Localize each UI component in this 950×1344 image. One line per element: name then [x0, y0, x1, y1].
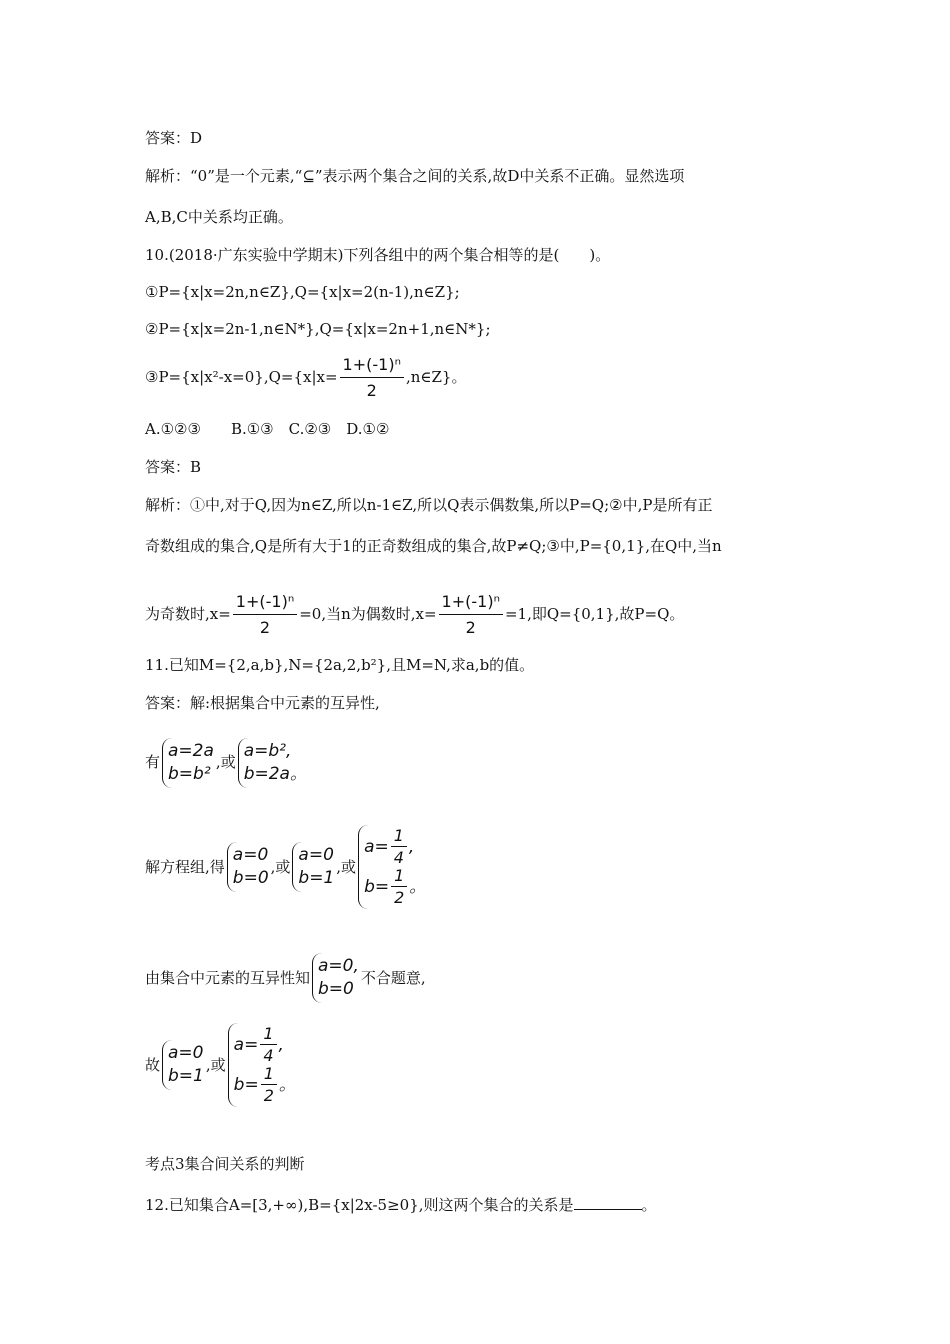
comma: , [353, 956, 359, 976]
fraction-denominator: 4 [393, 848, 404, 867]
explanation-9-line2: A,B,C中关系均正确。 [145, 208, 293, 226]
equation-system [312, 953, 359, 1003]
answer-blank[interactable] [574, 1193, 642, 1210]
equation-system [358, 825, 426, 909]
solution-final [145, 1023, 298, 1107]
equation-row: b=1 [298, 868, 335, 888]
equation-row: a=0 [168, 1043, 204, 1063]
fraction [261, 1065, 277, 1105]
exp10-text-c: =1,即Q={0,1},故P=Q。 [504, 605, 685, 623]
word-or: ,或 [215, 753, 236, 771]
fraction-numerator: 1 [391, 867, 407, 887]
fraction-numerator: 1 [260, 1025, 276, 1045]
comma: , [408, 837, 415, 857]
equation-row: a=0 [232, 845, 269, 865]
topic-3-heading: 考点3集合间关系的判断 [145, 1155, 305, 1173]
solution-system-2 [145, 825, 428, 909]
word-or: ,或 [270, 858, 291, 876]
equation-system [162, 1040, 204, 1090]
period: 。 [289, 764, 307, 784]
fraction-denominator: 2 [394, 888, 405, 907]
equation-system [228, 1023, 296, 1107]
equation-row: b=b² [168, 764, 211, 784]
fraction [439, 591, 503, 639]
equation-text: b= [364, 877, 390, 897]
equation-row: b=0 [318, 979, 354, 999]
word-or: ,或 [205, 1056, 226, 1074]
equation-row [318, 955, 359, 978]
period: 。 [278, 1075, 296, 1095]
equation-system [162, 738, 214, 788]
equation-text: a= [233, 1035, 259, 1055]
equation-row: b=0 [232, 868, 269, 888]
equation-system [238, 738, 307, 788]
equation-row: b=1 [168, 1066, 204, 1086]
reject-text: 不合题意, [360, 969, 426, 987]
fraction-numerator: 1+(-1)ⁿ [340, 354, 404, 378]
explanation-10-line1: 解析：①中,对于Q,因为n∈Z,所以n-1∈Z,所以Q表示偶数集,所以P=Q;②中,P是所有正 [145, 496, 713, 514]
equation-text: a= [364, 837, 389, 857]
word-gu: 故 [145, 1056, 161, 1074]
q10-item3-suffix: ,n∈Z}。 [405, 368, 467, 386]
fraction-numerator: 1 [391, 827, 407, 847]
solution-system-1 [145, 738, 309, 788]
equation-row: a=b², [243, 741, 292, 761]
fraction-numerator: 1 [261, 1065, 277, 1085]
explanation-10-line3 [145, 591, 684, 639]
fraction-denominator: 4 [263, 1046, 274, 1065]
comma: , [278, 1035, 284, 1055]
fraction-denominator: 2 [366, 381, 377, 400]
q12-end: 。 [641, 1196, 657, 1214]
word-or: ,或 [336, 858, 357, 876]
equation-row [244, 763, 307, 786]
question-10-item1: ①P={x|x=2n,n∈Z},Q={x|x=2(n-1),n∈Z}; [145, 283, 460, 301]
fraction [391, 827, 407, 867]
exp10-text-b: =0,当n为偶数时,x= [299, 605, 437, 623]
fraction [340, 354, 404, 402]
fraction [260, 1025, 276, 1065]
explanation-10-line2: 奇数组成的集合,Q是所有大于1的正奇数组成的集合,故P≠Q;③中,P={0,1},在Q中,当n [145, 537, 722, 555]
answer-10: 答案：B [145, 458, 202, 476]
word-you: 有 [145, 753, 161, 771]
equation-system [227, 842, 269, 892]
answer-9: 答案：D [145, 129, 203, 147]
question-12 [145, 1193, 657, 1216]
equation-text: b= [233, 1075, 259, 1095]
fraction [391, 867, 407, 907]
answer-11: 答案：解:根据集合中元素的互异性, [145, 694, 380, 712]
equation-system [292, 842, 334, 892]
question-10-item3 [145, 354, 466, 402]
q10-item3-prefix: ③P={x|x²-x=0},Q={x|x= [145, 368, 338, 386]
question-10-item2: ②P={x|x=2n-1,n∈N*},Q={x|x=2n+1,n∈N*}; [145, 320, 491, 338]
equation-row: a=2a [168, 741, 214, 761]
exp10-text-a: 为奇数时,x= [145, 605, 231, 623]
fraction-numerator: 1+(-1)ⁿ [439, 591, 503, 615]
fraction-numerator: 1+(-1)ⁿ [233, 591, 297, 615]
period: 。 [409, 877, 427, 897]
fraction-denominator: 2 [263, 1086, 274, 1105]
question-11: 11.已知M={2,a,b},N={2a,2,b²},且M=N,求a,b的值。 [145, 656, 535, 674]
question-10-options: A.①②③ B.①③ C.②③ D.①② [145, 420, 390, 438]
fraction-denominator: 2 [465, 618, 476, 637]
equation-text: a=0 [318, 956, 354, 976]
fraction [233, 591, 297, 639]
equation-row [234, 1065, 296, 1105]
word-solve: 解方程组,得 [145, 858, 225, 876]
question-10: 10.(2018·广东实验中学期末)下列各组中的两个集合相等的是( )。 [145, 246, 611, 264]
solution-distinct [145, 953, 426, 1003]
explanation-9-line1: 解析：“0”是一个元素,“⊆”表示两个集合之间的关系,故D中关系不正确。显然选项 [145, 167, 685, 185]
equation-row [364, 867, 426, 907]
fraction-denominator: 2 [259, 618, 271, 637]
q12-text: 12.已知集合A=[3,+∞),B={x|2x-5≥0},则这两个集合的关系是 [145, 1196, 574, 1214]
equation-text: b=2a [243, 764, 290, 784]
distinct-text: 由集合中元素的互异性知 [145, 969, 311, 987]
equation-row: a=0 [298, 845, 334, 865]
equation-row [364, 827, 426, 867]
equation-row [234, 1025, 296, 1065]
